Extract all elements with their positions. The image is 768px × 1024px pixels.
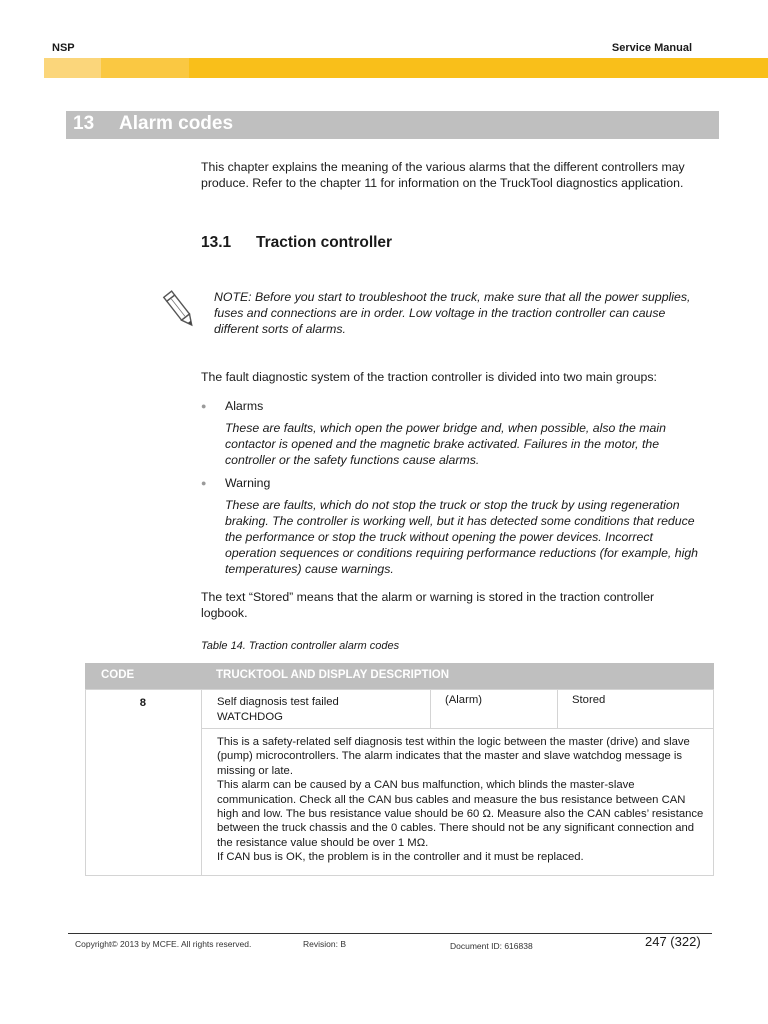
accent-band-mid bbox=[101, 58, 189, 78]
alarm-name: Self diagnosis test failed bbox=[217, 696, 339, 708]
alarm-description bbox=[217, 735, 707, 865]
cell-description bbox=[201, 728, 714, 876]
intro-paragraph: This chapter explains the meaning of the various alarms that the different controllers may produce. Refer to the chapter 11 for information on the TruckTool diagnostics application. bbox=[201, 160, 685, 190]
table-caption: Table 14. Traction controller alarm codes bbox=[201, 640, 400, 652]
alarm-type: (Alarm) bbox=[445, 694, 483, 706]
stored-explanation: The text “Stored” means that the alarm or warning is stored in the traction controller logbook. bbox=[201, 590, 655, 620]
footer-revision: Revision: B bbox=[303, 939, 346, 949]
note-text: NOTE: Before you start to troubleshoot the truck, make sure that all the power supplies, fuses and connections are in order. Low voltage in the traction controller can cause different sorts of alarms. bbox=[214, 290, 691, 336]
alarm-code: 8 bbox=[139, 697, 146, 709]
description-paragraph: This is a safety-related self diagnosis test within the logic between the master (drive) and slave (pump) microcontrollers. The alarm indicates that the master and slave watchdog message is missing or late. bbox=[217, 736, 690, 777]
bullet-marker: ● bbox=[201, 401, 207, 411]
bullet-warning-description: These are faults, which do not stop the truck or stop the truck by using regeneration braking. The controller is working well, but it has detected some conditions that reduce the performance or stop the truck without opening the power devices. Incorrect operation sequences or conditions requiring performance reductions (for example, high temperatures) cause warnings. bbox=[225, 498, 699, 576]
bullet-warning-label: Warning bbox=[225, 476, 271, 490]
bullet-alarms-label: Alarms bbox=[225, 399, 264, 413]
header-code: CODE bbox=[101, 669, 135, 681]
section-title: Traction controller bbox=[256, 234, 393, 251]
chapter-heading bbox=[66, 111, 719, 139]
footer-document-id: Document ID: 616838 bbox=[450, 941, 533, 951]
pencil-icon bbox=[160, 288, 200, 332]
header-description: TRUCKTOOL AND DISPLAY DESCRIPTION bbox=[216, 669, 450, 681]
table-header bbox=[85, 663, 714, 689]
chapter-title: Alarm codes bbox=[119, 113, 234, 134]
description-paragraph: This alarm can be caused by a CAN bus malfunction, which blinds the master-slave communication. Check all the CAN bus cables and measure the bus resistance between CAN high and low. The bus resistance value should be 60 Ω. Measure also the CAN cables’ resistance between the truck chassis and the 0 cables. There should not be any significant connection and the resistance value should be over 1 MΩ. bbox=[217, 779, 704, 849]
section-number: 13.1 bbox=[201, 234, 232, 251]
alarm-stored: Stored bbox=[572, 694, 606, 706]
cell-stored bbox=[557, 689, 714, 729]
footer-copyright: Copyright© 2013 by MCFE. All rights reserved. bbox=[75, 939, 252, 949]
fault-intro: The fault diagnostic system of the traction controller is divided into two main groups: bbox=[201, 370, 657, 384]
footer-rule bbox=[68, 933, 712, 934]
alarm-display-name: WATCHDOG bbox=[217, 711, 283, 723]
header-left: NSP bbox=[52, 42, 75, 54]
chapter-number: 13 bbox=[73, 113, 95, 134]
accent-band-light bbox=[44, 58, 101, 78]
bullet-marker: ● bbox=[201, 478, 207, 488]
header-right: Service Manual bbox=[611, 42, 692, 54]
bullet-alarms-description: These are faults, which open the power bridge and, when possible, also the main contactor is opened and the magnetic brake activated. Failures in the motor, the controller or the safety functions cause alarms. bbox=[225, 421, 666, 467]
cell-name bbox=[201, 689, 431, 729]
description-paragraph: If CAN bus is OK, the problem is in the controller and it must be replaced. bbox=[217, 851, 584, 864]
page-number: 247 (322) bbox=[645, 934, 701, 949]
cell-type bbox=[430, 689, 558, 729]
cell-code bbox=[85, 689, 202, 876]
